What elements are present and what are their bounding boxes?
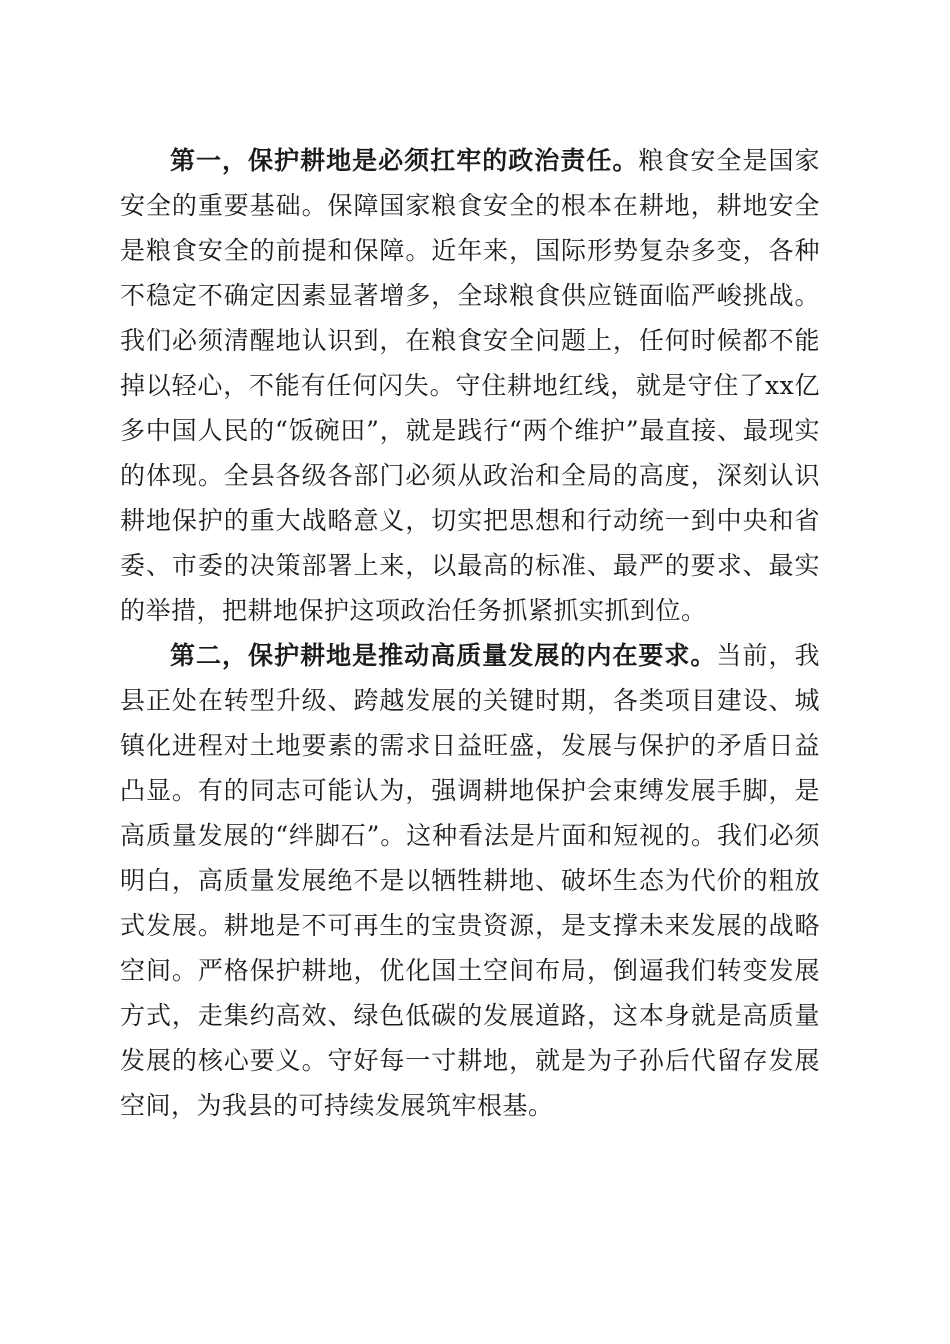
paragraph-2-text: 当前，我县正处在转型升级、跨越发展的关键时期，各类项目建设、城镇化进程对土地要素的需求日益旺盛，发展与保护的矛盾日益凸显。有的同志可能认为，强调耕地保护会束缚发展手脚，是高质量发展的“绊脚石”。这种看法是片面和短视的。我们必须明白，高质量发展绝不是以牺牲耕地、破坏生态为代价的粗放式发展。耕地是不可再生的宝贵资源，是支撑未来发展的战略空间。严格保护耕地，优化国土空间布局，倒逼我们转变发展方式，走集约高效、绿色低碳的发展道路，这本身就是高质量发展的核心要义。守好每一寸耕地，就是为子孙后代留存发展空间，为我县的可持续发展筑牢根基。 [120, 641, 820, 1120]
document-body [120, 138, 820, 1128]
paragraph-1-text: 粮食安全是国家安全的重要基础。保障国家粮食安全的根本在耕地，耕地安全是粮食安全的前提和保障。近年来，国际形势复杂多变，各种不稳定不确定因素显著增多，全球粮食供应链面临严峻挑战。我们必须清醒地认识到，在粮食安全问题上，任何时候都不能掉以轻心，不能有任何闪失。守住耕地红线，就是守住了xx亿多中国人民的“饭碗田”，就是践行“两个维护”最直接、最现实的体现。全县各级各部门必须从政治和全局的高度，深刻认识耕地保护的重大战略意义，切实把思想和行动统一到中央和省委、市委的决策部署上来，以最高的标准、最严的要求、最实的举措，把耕地保护这项政治任务抓紧抓实抓到位。 [120, 146, 820, 625]
paragraph-1-lead: 第一，保护耕地是必须扛牢的政治责任。 [170, 146, 639, 175]
paragraph-2 [120, 633, 820, 1128]
paragraph-1 [120, 138, 820, 633]
paragraph-2-lead: 第二，保护耕地是推动高质量发展的内在要求。 [170, 641, 717, 670]
